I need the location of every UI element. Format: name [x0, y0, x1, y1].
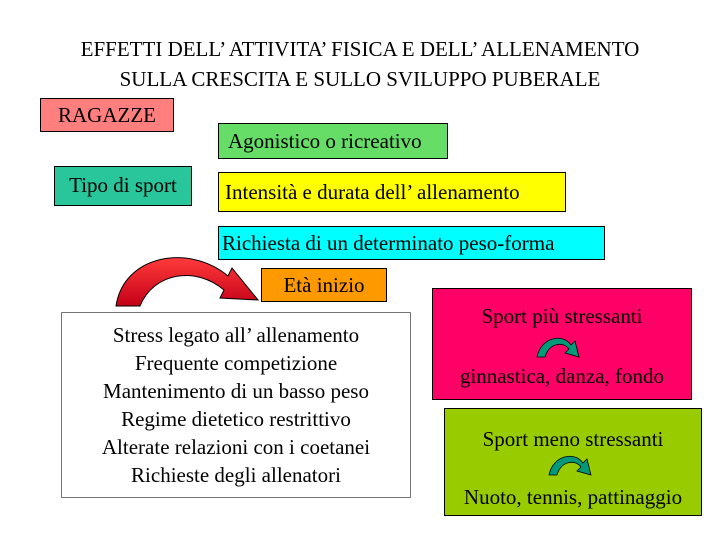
- tipo-sport-box: Tipo di sport: [54, 166, 192, 206]
- sport-piu-heading: Sport più stressanti: [481, 304, 643, 328]
- curved-arrow-icon: [112, 246, 272, 308]
- stress-factor-item: Mantenimento di un basso peso: [103, 379, 369, 403]
- richiesta-box: Richiesta di un determinato peso-forma: [218, 226, 605, 260]
- title-line-2: SULLA CRESCITA E SULLO SVILUPPO PUBERALE: [119, 67, 601, 91]
- sport-piu-stressanti-box: [432, 288, 692, 400]
- stress-factor-item: Alterate relazioni con i coetanei: [101, 435, 371, 459]
- stress-factor-item: Stress legato all’ allenamento: [112, 323, 360, 347]
- sport-piu-examples: ginnastica, danza, fondo: [459, 364, 665, 388]
- title-line-1: EFFETTI DELL’ ATTIVITA’ FISICA E DELL’ ALLENAMENTO: [80, 37, 640, 61]
- sport-meno-stressanti-box: [444, 408, 702, 516]
- ragazze-box: RAGAZZE: [40, 98, 174, 132]
- eta-inizio-box: Età inizio: [261, 268, 387, 302]
- sport-meno-heading: Sport meno stressanti: [482, 427, 664, 451]
- curved-arrow-icon: [545, 451, 595, 477]
- sport-meno-examples: Nuoto, tennis, pattinaggio: [463, 485, 683, 509]
- intensita-box: Intensità e durata dell’ allenamento: [218, 172, 566, 212]
- stress-factors-box: [61, 312, 411, 498]
- stress-factor-item: Regime dietetico restrittivo: [121, 407, 351, 431]
- curved-arrow-icon: [533, 333, 583, 359]
- stress-factor-item: Richieste degli allenatori: [131, 463, 341, 487]
- stress-factor-item: Frequente competizione: [134, 351, 338, 375]
- agonistico-box: Agonistico o ricreativo: [218, 123, 448, 159]
- page-title: [0, 34, 720, 94]
